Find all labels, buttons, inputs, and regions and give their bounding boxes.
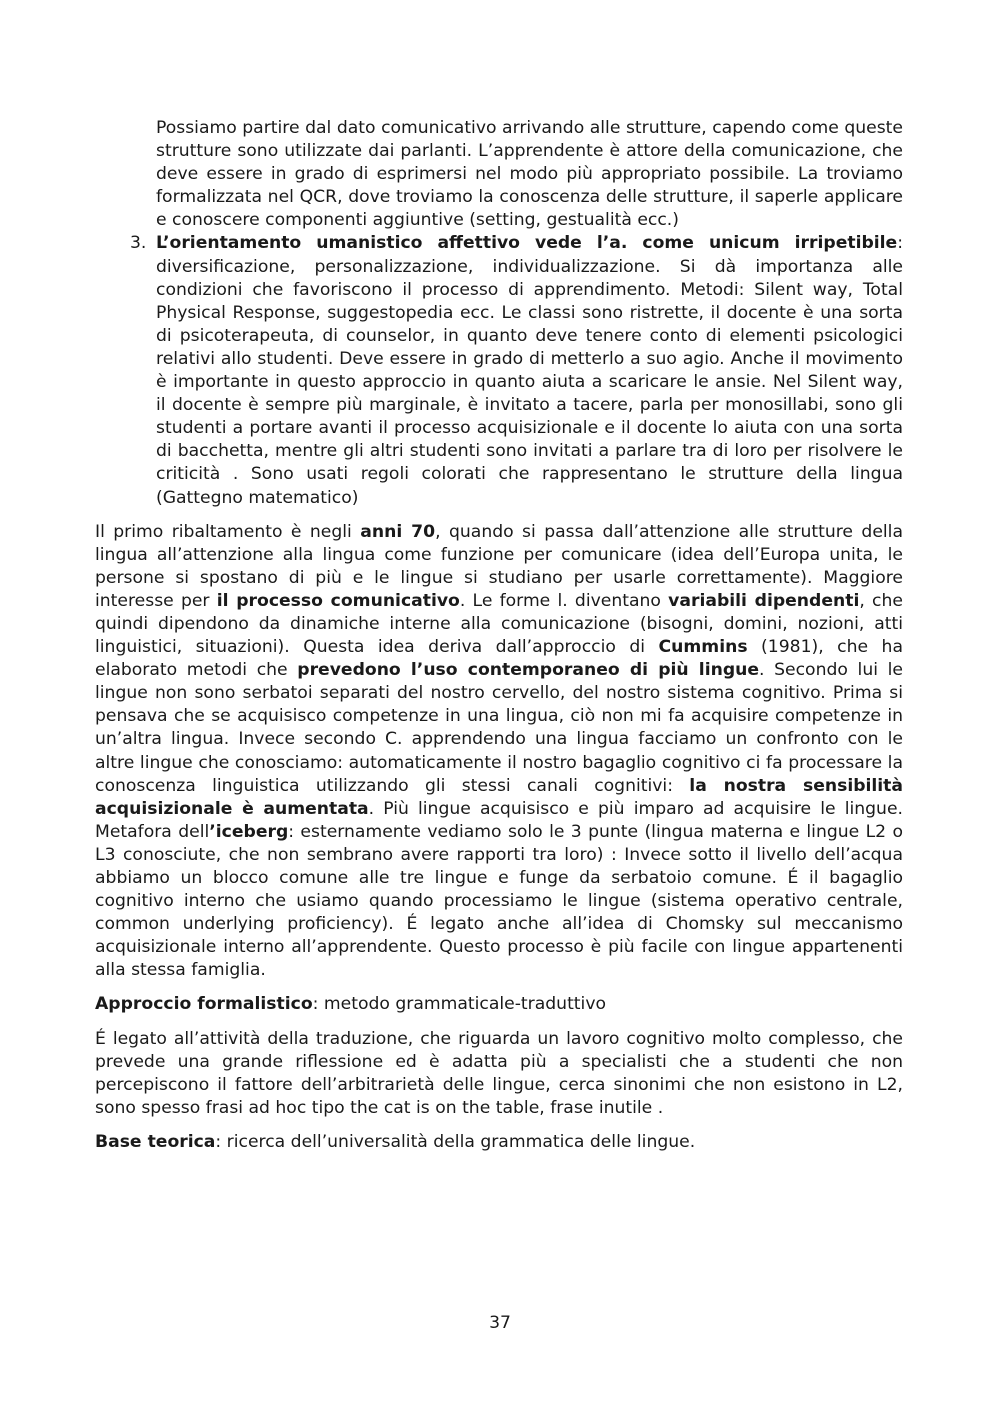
text-run: : ricerca dell’universalità della grammatica delle lingue. [215, 1131, 696, 1152]
paragraph-translation [95, 1028, 903, 1120]
bold-text-run: il processo comunicativo [216, 590, 460, 611]
list-item-3 [130, 232, 903, 509]
bold-text-run: variabili dipendenti [668, 590, 860, 611]
paragraph-theoretical-basis [95, 1131, 903, 1154]
list-item-3-text [156, 232, 903, 509]
text-run: : esternamente vediamo solo le 3 punte (lingua materna e lingue L2 o L3 conosciute, che non sembrano avere rapporti tra loro) : Invece sotto il livello dell’acqua abbiamo un blocco comune alle tre lingue e funge da serbatoio comune. É il bagaglio cognitivo interno che usiamo quando processiamo le lingue (sistema operativo centrale, common underlying proficiency). É legato anche all’idea di Chomsky sul meccanismo acquisizionale interno all’apprendente. Questo processo è più facile con lingue appartenenti alla stessa famiglia. [95, 821, 903, 981]
paragraph-formalist-approach-heading [95, 993, 903, 1016]
bold-text-run: Cummins [658, 637, 748, 658]
list-item-2-continuation [156, 117, 903, 232]
text-run: . Più lingue acquisisco e più imparo ad acquisire le lingue. Metafora dell [95, 798, 903, 842]
text-run: : diversificazione, personalizzazione, individualizzazione. Si dà importanza alle condizioni che favoriscono il processo di apprendimento. Metodi: Silent way, Total Physical Response, suggestopedia ecc. Le classi sono ristrette, il docente è una sorta di psicoterapeuta, di counselor, in quanto deve tenere conto di elementi psicologici relativi allo studenti. Deve essere in grado di metterlo a suo agio. Anche il movimento è importante in questo approccio in quanto aiuta a scaricare le ansie. Nel Silent way, il docente è sempre più marginale, è invitato a tacere, parla per monosillabi, sono gli studenti a portare avanti il processo acquisizionale e il docente lo aiuta con una sorta di bacchetta, mentre gli altri studenti sono invitati a parlare tra di loro per risolvere le criticità . Sono usati regoli colorati che rappresentano le strutture della lingua (Gattegno matematico) [156, 233, 903, 508]
text-run: É legato all’attività della traduzione, che riguarda un lavoro cognitivo molto complesso, che prevede una grande riflessione ed è adatta più a specialisti che a studenti che non percepiscono il fattore dell’arbitrarietà delle lingue, cerca sinonimi che non esistono in L2, sono spesso frasi ad hoc tipo the cat is on the table, frase inutile . [95, 1028, 903, 1118]
text-run: , quando si passa dall’attenzione alle strutture della lingua all’attenzione alla lingua come funzione per comunicare (idea dell’Europa unita, le persone si spostano di più e le lingue si studiano per usarle correttamente). Maggiore interesse per [95, 521, 903, 611]
bold-text-run: Approccio formalistico [95, 994, 313, 1015]
text-run: (1981), che ha elaborato metodi che [95, 637, 903, 681]
bold-text-run: Base teorica [95, 1131, 216, 1152]
bold-text-run: la nostra sensibilità acquisizionale è aumentata [95, 775, 903, 819]
bold-text-run: prevedono l’uso contemporaneo di più lingue [297, 660, 760, 681]
text-run: . Secondo lui le lingue non sono serbatoi separati del nostro cervello, del nostro sistema cognitivo. Prima si pensava che se acquisisco competenze in una lingua, ciò non mi fa acquisire competenze in un’altra lingua. Invece secondo C. apprendendo una lingua facciamo un confronto con le altre lingue che conosciamo: automaticamente il nostro bagaglio cognitivo ci fa processare la conoscenza linguistica utilizzando gli stessi canali cognitivi: [95, 660, 903, 796]
document-page [95, 117, 903, 1154]
paragraph-communicative-turn [95, 521, 903, 983]
text-run: , che quindi dipendono da dinamiche interne alla comunicazione (bisogni, domini, nozioni, atti linguistici, situazioni). Questa idea deriva dall’approccio di [95, 590, 903, 658]
text-run: Il primo ribaltamento è negli [95, 521, 361, 542]
list-item-number: 3. [130, 233, 147, 254]
page-number: 37 [489, 1313, 511, 1333]
text-run: . Le forme l. diventano [459, 590, 669, 611]
bold-text-run: L’orientamento umanistico affettivo vede l’a. come unicum irripetibile [156, 233, 898, 254]
text-run: Possiamo partire dal dato comunicativo arrivando alle strutture, capendo come queste strutture sono utilizzate dai parlanti. L’apprendente è attore della comunicazione, che deve essere in grado di esprimersi nel modo più appropriato possibile. La troviamo formalizzata nel QCR, dove troviamo la conoscenza delle strutture, il saperle applicare e conoscere componenti aggiuntive (setting, gestualità ecc.) [156, 118, 903, 231]
text-run: : metodo grammaticale-traduttivo [312, 994, 607, 1015]
bold-text-run: anni 70 [360, 521, 436, 542]
bold-text-run: ’iceberg [209, 821, 289, 842]
